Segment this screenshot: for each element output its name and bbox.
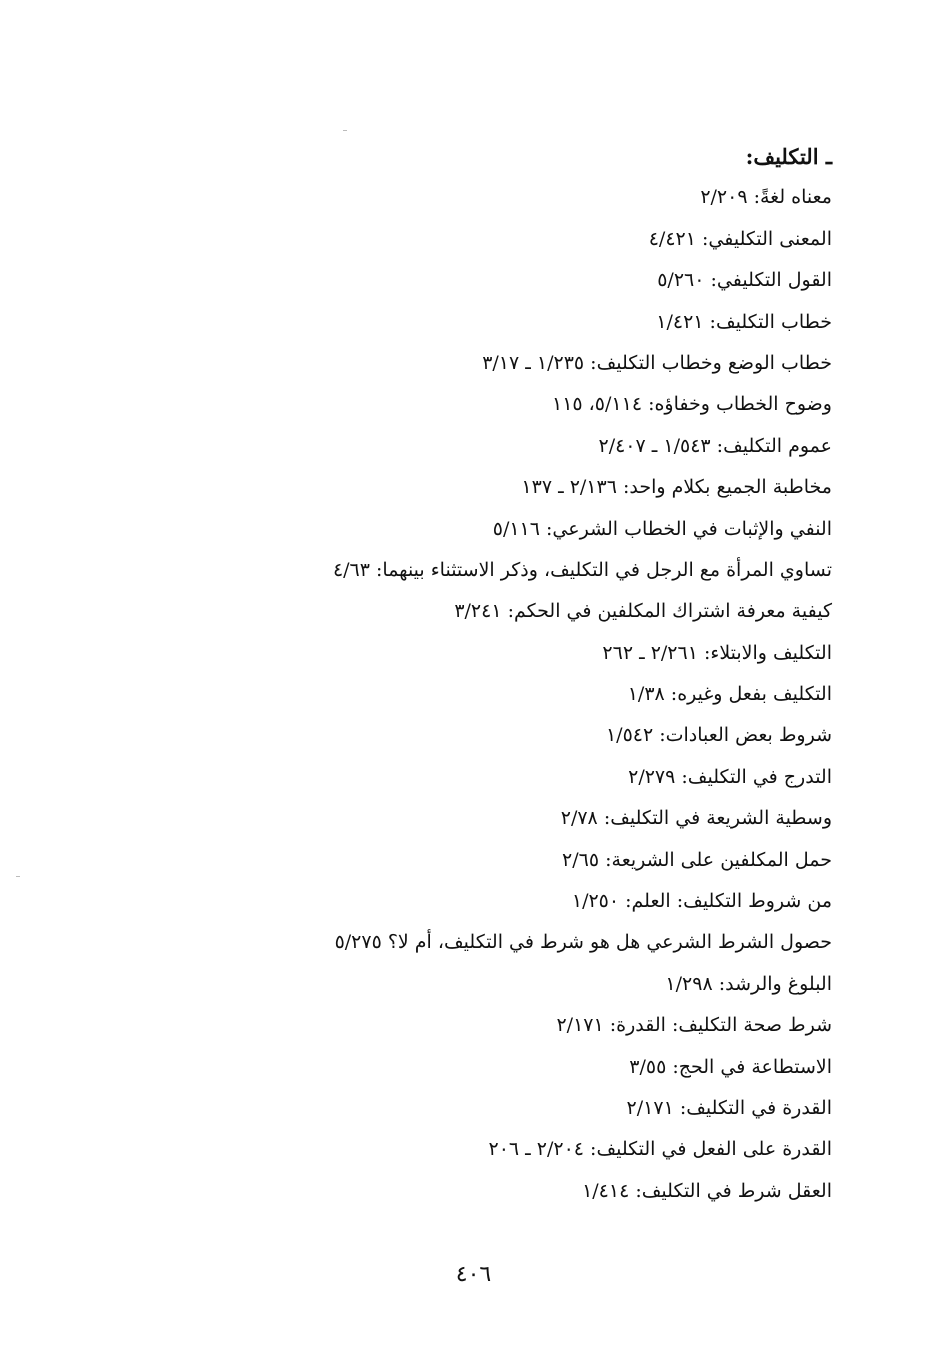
index-entry: حصول الشرط الشرعي هل هو شرط في التكليف، أم لا؟ ٥/٢٧٥ bbox=[334, 931, 832, 954]
index-entry: تساوي المرأة مع الرجل في التكليف، وذكر الاستثناء بينهما: ٤/٦٣ bbox=[332, 558, 832, 581]
index-entry: كيفية معرفة اشتراك المكلفين في الحكم: ٣/٢٤١ bbox=[454, 600, 832, 623]
index-entry: عموم التكليف: ١/٥٤٣ ـ ٢/٤٠٧ bbox=[598, 434, 832, 457]
scan-speck bbox=[343, 130, 347, 131]
index-entry: النفي والإثبات في الخطاب الشرعي: ٥/١١٦ bbox=[492, 517, 832, 540]
index-entry: خطاب التكليف: ١/٤٢١ bbox=[656, 310, 832, 333]
scan-speck bbox=[16, 876, 20, 877]
index-entry: وضوح الخطاب وخفاؤه: ٥/١١٤، ١١٥ bbox=[552, 393, 832, 416]
index-entry: من شروط التكليف: العلم: ١/٢٥٠ bbox=[571, 890, 832, 913]
index-entry: خطاب الوضع وخطاب التكليف: ١/٢٣٥ ـ ٣/١٧ bbox=[482, 351, 832, 374]
index-entry: التكليف والابتلاء: ٢/٢٦١ ـ ٢٦٢ bbox=[602, 641, 832, 664]
index-entry: البلوغ والرشد: ١/٢٩٨ bbox=[665, 972, 832, 995]
index-entry: القول التكليفي: ٥/٢٦٠ bbox=[657, 269, 832, 292]
index-entry: التكليف بفعل وغيره: ١/٣٨ bbox=[627, 683, 832, 706]
index-entry: مخاطبة الجميع بكلام واحد: ٢/١٣٦ ـ ١٣٧ bbox=[521, 476, 832, 499]
index-entries bbox=[312, 136, 832, 1212]
index-entry: القدرة على الفعل في التكليف: ٢/٢٠٤ ـ ٢٠٦ bbox=[488, 1138, 832, 1161]
index-entry: المعنى التكليفي: ٤/٤٢١ bbox=[648, 227, 832, 250]
index-entry: الاستطاعة في الحج: ٣/٥٥ bbox=[629, 1055, 832, 1078]
index-entry: حمل المكلفين على الشريعة: ٢/٦٥ bbox=[562, 848, 832, 871]
index-entry: العقل شرط في التكليف: ١/٤١٤ bbox=[582, 1179, 832, 1202]
index-entry: معناه لغةً: ٢/٢٠٩ bbox=[700, 186, 832, 209]
section-heading: ـ التكليف: bbox=[745, 144, 832, 169]
index-entry: شرط صحة التكليف: القدرة: ٢/١٧١ bbox=[556, 1014, 832, 1037]
index-entry: شروط بعض العبادات: ١/٥٤٢ bbox=[605, 724, 832, 747]
page-number: ٤٠٦ bbox=[455, 1262, 492, 1287]
index-entry: التدرج في التكليف: ٢/٢٧٩ bbox=[628, 765, 832, 788]
index-entry: القدرة في التكليف: ٢/١٧١ bbox=[626, 1096, 832, 1119]
index-entry: وسطية الشريعة في التكليف: ٢/٧٨ bbox=[560, 807, 832, 830]
